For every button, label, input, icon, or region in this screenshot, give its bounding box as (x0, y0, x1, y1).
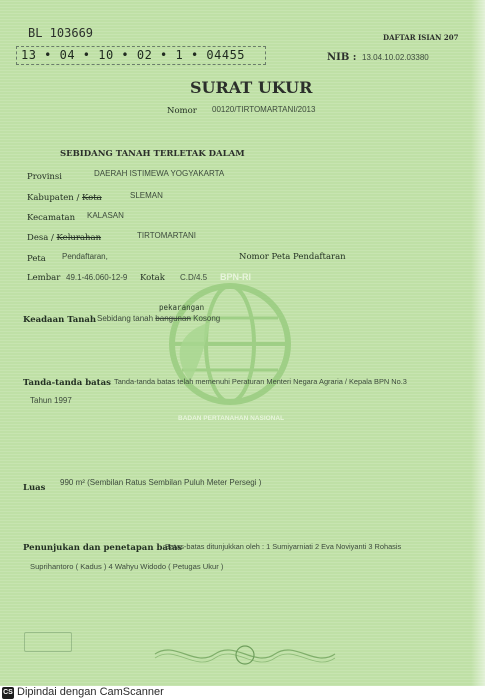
bl-number: BL 103669 (28, 26, 94, 40)
desa-label (27, 233, 101, 243)
bpn-watermark-emblem (150, 262, 310, 432)
kecamatan-label: Kecamatan (27, 213, 76, 223)
scanner-watermark-text: Dipindai dengan CamScanner (17, 686, 164, 698)
nomor-peta-label: Nomor Peta Pendaftaran (239, 252, 346, 262)
code-digit-box (16, 46, 266, 65)
keadaan-value (97, 314, 220, 323)
tanda-line1: Tanda-tanda batas telah memenuhi Peraturan Menteri Negara Agraria / Kepala BPN No.3 (114, 377, 407, 386)
kecamatan-value: KALASAN (87, 211, 124, 220)
section-heading: SEBIDANG TANAH TERLETAK DALAM (60, 149, 245, 159)
penunjukan-label: Penunjukan dan penetapan batas (23, 543, 183, 553)
keadaan-struck: bangunan (155, 314, 191, 323)
provinsi-value: DAERAH ISTIMEWA YOGYAKARTA (94, 169, 225, 178)
luas-label: Luas (23, 483, 46, 493)
page-title: SURAT UKUR (190, 78, 313, 97)
kotak-label: Kotak (140, 273, 165, 283)
faint-stamp (24, 632, 72, 652)
kelurahan-label-struck: Kelurahan (56, 233, 102, 243)
kabupaten-label-text: Kabupaten / (27, 193, 80, 203)
bottom-ornament (150, 636, 340, 672)
watermark-top-text: BPN-RI (220, 272, 251, 282)
daftar-isian: DAFTAR ISIAN 207 (383, 33, 459, 42)
kabupaten-label (27, 193, 102, 203)
nomor-value: 00120/TIRTOMARTANI/2013 (212, 105, 316, 114)
penunjukan-line1: Batas-batas ditunjukkan oleh : 1 Sumiyarniati 2 Eva Noviyanti 3 Rohasis (165, 542, 402, 551)
luas-value: 990 m² (Sembilan Ratus Sembilan Puluh Meter Persegi ) (60, 478, 262, 487)
camscanner-logo-icon: CS (2, 687, 14, 699)
keadaan-prefix: Sebidang tanah (97, 314, 154, 323)
keadaan-label: Keadaan Tanah (23, 315, 97, 325)
ornament-center (236, 646, 254, 664)
desa-value: TIRTOMARTANI (137, 231, 196, 240)
lembar-label: Lembar (27, 273, 61, 283)
peta-label: Peta (27, 254, 46, 264)
kota-label-struck: Kota (82, 193, 102, 203)
watermark-bottom-text: BADAN PERTANAHAN NASIONAL (178, 415, 285, 422)
tanda-label: Tanda-tanda batas (23, 378, 111, 388)
kabupaten-value: SLEMAN (130, 191, 163, 200)
provinsi-label: Provinsi (27, 172, 62, 182)
desa-label-text: Desa / (27, 233, 54, 243)
tanda-line2: Tahun 1997 (30, 396, 72, 405)
code-digits: 13 • 04 • 10 • 02 • 1 • 04455 (21, 48, 246, 62)
nomor-label: Nomor (167, 106, 197, 116)
paper-edge (471, 0, 485, 686)
nib-value: 13.04.10.02.03380 (362, 53, 429, 62)
keadaan-suffix: Kosong (193, 314, 221, 323)
lembar-value: 49.1-46.060-12-9 (66, 273, 128, 282)
kotak-value: C.D/4.5 (180, 273, 208, 282)
nib-label: NIB : (327, 52, 357, 63)
penunjukan-line2: Suprihantoro ( Kadus ) 4 Wahyu Widodo ( Petugas Ukur ) (30, 562, 224, 571)
scanner-footer (0, 686, 485, 700)
keadaan-handwritten: pekarangan (159, 303, 205, 312)
peta-value: Pendaftaran, (62, 252, 108, 261)
